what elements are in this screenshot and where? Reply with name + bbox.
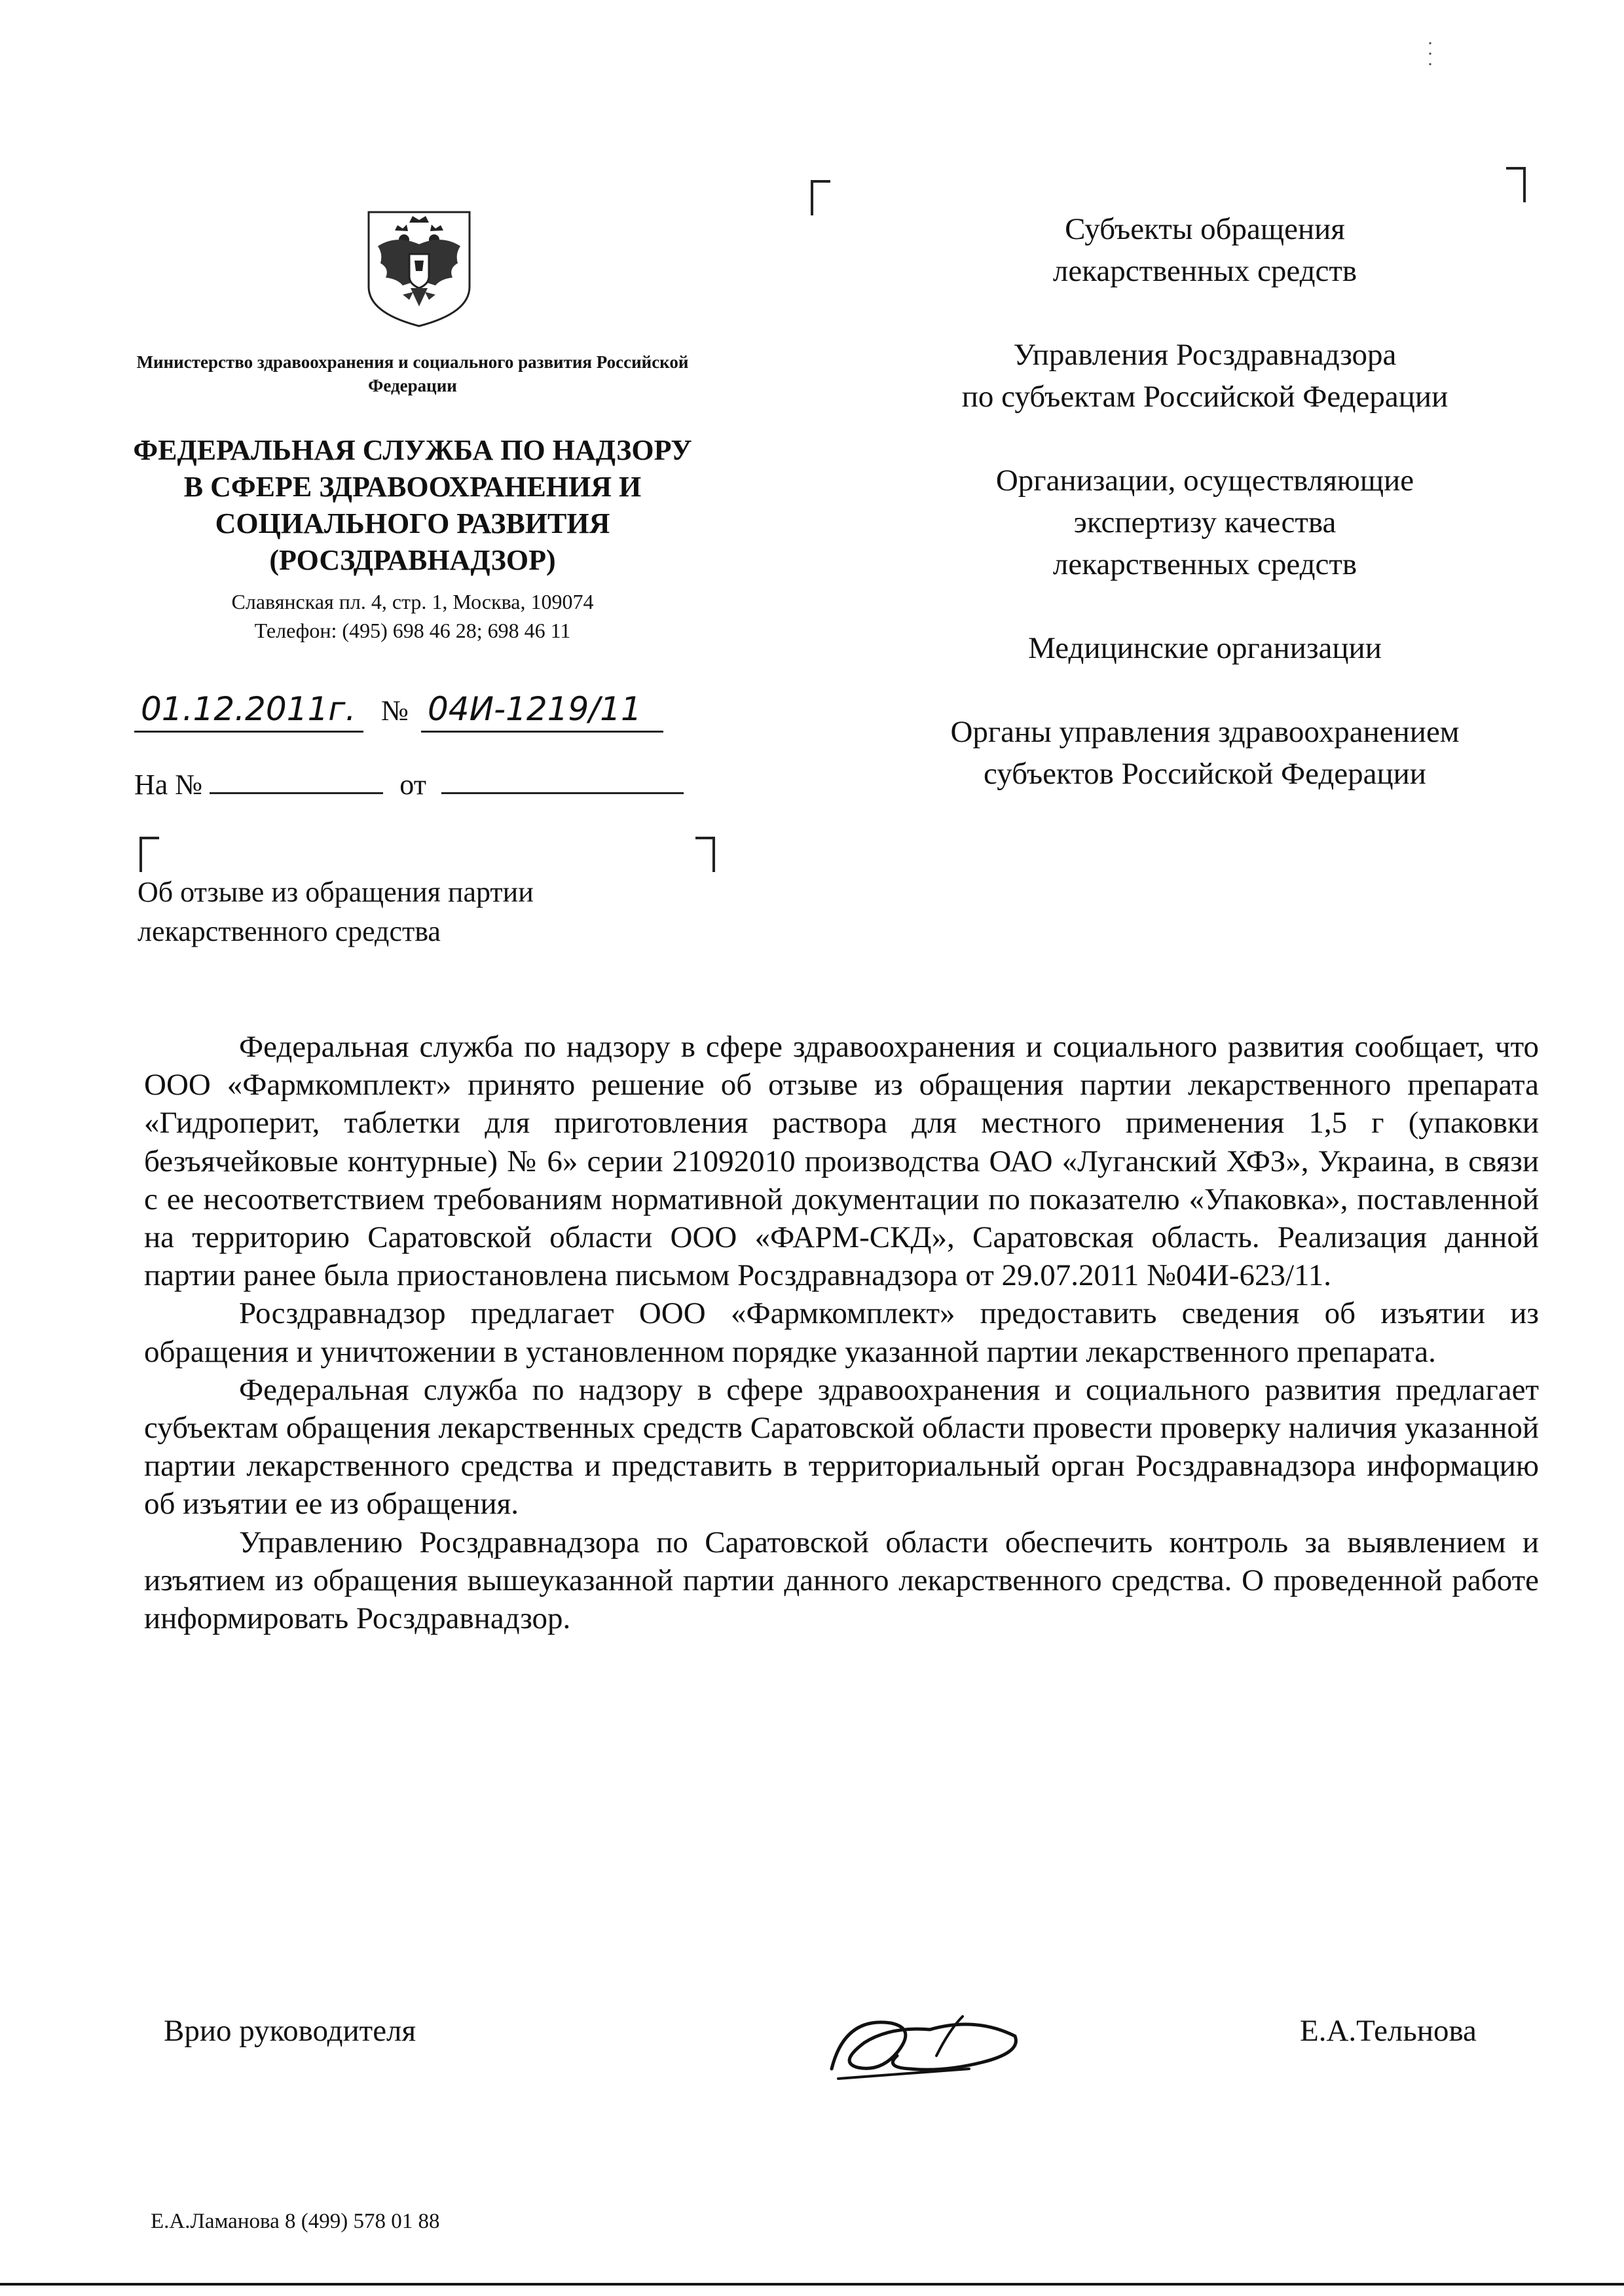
registration-number: 04И-1219/11 bbox=[421, 687, 663, 733]
reply-number-blank bbox=[210, 766, 383, 794]
subject-bracket-left bbox=[139, 837, 159, 872]
addressee-list bbox=[891, 208, 1519, 837]
addressee-line: лекарственных средств bbox=[1052, 254, 1357, 288]
coat-of-arms-emblem bbox=[363, 208, 475, 329]
executor-contact: Е.А.Ламанова 8 (499) 578 01 88 bbox=[151, 2210, 440, 2233]
agency-line: В СФЕРЕ ЗДРАВООХРАНЕНИЯ И bbox=[183, 471, 642, 503]
addressee-line: экспертизу качества bbox=[1073, 505, 1337, 539]
agency-line: СОЦИАЛЬНОГО РАЗВИТИЯ bbox=[215, 507, 610, 539]
signatory-name: Е.А.Тельнова bbox=[1300, 2014, 1477, 2048]
addressee-line: по субъектам Российской Федерации bbox=[961, 380, 1449, 414]
body-paragraph: Федеральная служба по надзору в сфере здравоохранения и социального развития сообщает, что ООО «Фармкомплект» принято решение об отзыве из обращения партии лекарственного препарата «Гидроперит, таблетки для приготовления раствора для местного применения 1,5 г (упаковки безъячейковые контурные) № 6» серии 21092010 производства ОАО «Луганский ХФЗ», Украина, в связи с ее несоответствием требованиям нормативной документации по показателю «Упаковка», поставленной на территорию Саратовской области ООО «ФАРМ-СКД», Саратовская область. Реализация данной партии ранее была приостановлена письмом Росздравнадзора от 29.07.2011 №04И-623/11. bbox=[144, 1030, 1539, 1293]
body-paragraph: Федеральная служба по надзору в сфере здравоохранения и социального развития предлагает субъектам обращения лекарственных средств Саратовской области провести проверку наличия указанной партии лекарственного средства и представить в территориальный орган Росздравнадзора информацию об изъятии ее из обращения. bbox=[144, 1372, 1539, 1522]
agency-line: (РОСЗДРАВНАДЗОР) bbox=[269, 544, 556, 576]
bottom-divider bbox=[0, 2283, 1624, 2286]
addressee-line: Организации, осуществляющие bbox=[995, 464, 1414, 498]
handwritten-signature bbox=[819, 1990, 1028, 2088]
subject-bracket-right bbox=[695, 837, 715, 872]
addressee-line: субъектов Российской Федерации bbox=[984, 757, 1426, 791]
addressee-group bbox=[891, 334, 1519, 418]
addressee-line: Медицинские организации bbox=[1028, 631, 1382, 665]
ministry-name: Министерство здравоохранения и социального развития Российской Федерации bbox=[136, 352, 689, 395]
signatory-title: Врио руководителя bbox=[164, 2014, 416, 2048]
reply-date-blank bbox=[441, 766, 684, 794]
addressee-line: Управления Росздравнадзора bbox=[1013, 338, 1397, 372]
agency-phone: Телефон: (495) 698 46 28; 698 46 11 bbox=[254, 619, 571, 642]
addressee-bracket-right bbox=[1506, 167, 1526, 202]
agency-address-block bbox=[124, 587, 701, 645]
reply-reference-line bbox=[134, 766, 684, 801]
addressee-group bbox=[891, 208, 1519, 292]
addressee-line: Органы управления здравоохранением bbox=[950, 715, 1460, 749]
addressee-line: лекарственных средств bbox=[1052, 547, 1357, 581]
addressee-line: Субъекты обращения bbox=[1065, 212, 1345, 246]
subject-line: Об отзыве из обращения партии bbox=[138, 876, 534, 908]
agency-address: Славянская пл. 4, стр. 1, Москва, 109074 bbox=[231, 590, 594, 613]
addressee-group bbox=[891, 711, 1519, 795]
registration-date: 01.12.2011г. bbox=[134, 687, 363, 733]
scan-dots bbox=[1429, 41, 1431, 67]
addressee-group bbox=[891, 460, 1519, 585]
agency-line: ФЕДЕРАЛЬНАЯ СЛУЖБА ПО НАДЗОРУ bbox=[133, 434, 692, 466]
registration-line bbox=[134, 687, 663, 733]
subject-line: лекарственного средства bbox=[138, 915, 441, 947]
reply-number-label: На № bbox=[134, 769, 203, 801]
addressee-group bbox=[891, 627, 1519, 669]
letter-subject bbox=[138, 873, 727, 951]
agency-name bbox=[98, 432, 727, 579]
addressee-bracket-left bbox=[811, 180, 830, 215]
body-paragraph: Управлению Росздравнадзора по Саратовской области обеспечить контроль за выявлением и изъятием из обращения вышеуказанной партии данного лекарственного средства. О проведенной работе информировать Росздравнадзор. bbox=[144, 1525, 1539, 1636]
body-paragraph: Росздравнадзор предлагает ООО «Фармкомплект» предоставить сведения об изъятии из обращения и уничтожении в установленном порядке указанной партии лекарственного препарата. bbox=[144, 1296, 1539, 1369]
number-label: № bbox=[381, 695, 409, 727]
letter-body bbox=[144, 1028, 1539, 1637]
reply-from-label: от bbox=[399, 769, 426, 801]
